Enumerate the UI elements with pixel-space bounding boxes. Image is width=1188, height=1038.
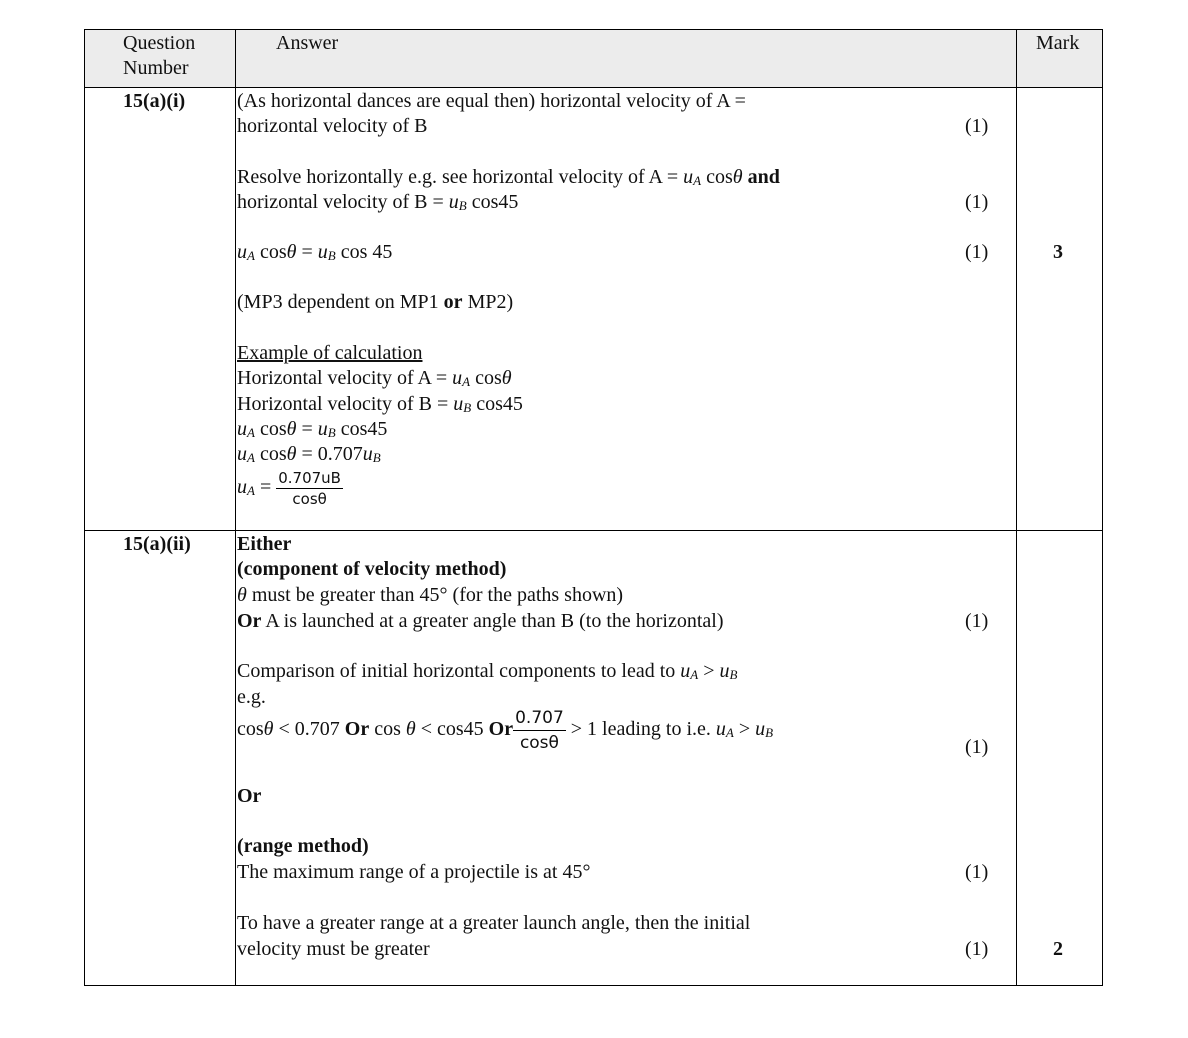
header-divider bbox=[85, 87, 1102, 88]
row2-either: Either bbox=[237, 533, 292, 555]
row1-question-number: 15(a)(i) bbox=[123, 90, 186, 112]
header-question-number bbox=[123, 31, 195, 81]
row1-line3: Resolve horizontally e.g. see horizontal velocity of $A = u_A$ cosθ and bbox=[237, 166, 780, 188]
comparison-fraction: $\frac{0.707}{\cos\theta}$ bbox=[515, 708, 564, 753]
column-divider-question bbox=[235, 30, 236, 985]
row2-r3-mark: (1) bbox=[965, 938, 989, 960]
example-line4: $u_A$ $\cos\theta = 0.707u_B$ bbox=[237, 443, 381, 465]
row2-method2-title: (range method) bbox=[237, 835, 369, 857]
row2-m1-line2: Or A is launched at a greater angle than B (to the horizontal) bbox=[237, 610, 724, 632]
column-divider-mark bbox=[1016, 30, 1017, 985]
row1-line6: (MP3 dependent on MP1 or MP2) bbox=[237, 291, 514, 313]
example-line3: $u_A$ $\cos\theta = u_B$ cos45 bbox=[237, 418, 388, 440]
header-question-line1: Question bbox=[123, 32, 196, 54]
row1-line5: $u_A$ $\cos\theta = u_B$ cos 45 bbox=[237, 241, 393, 263]
row1-line5-mark: (1) bbox=[965, 241, 989, 263]
example-title: Example of calculation bbox=[237, 342, 423, 364]
mark-scheme-table bbox=[84, 29, 1103, 986]
row2-r2: To have a greater range at a greater launch angle, then the initial bbox=[237, 912, 751, 934]
row2-m2-line1: Comparison of initial horizontal components to lead to $u_A > u_B$ bbox=[237, 660, 738, 682]
row2-m2-eg: e.g. bbox=[237, 686, 266, 708]
row2-m2-mark: (1) bbox=[965, 736, 989, 758]
row2-m1-line1: θ must be greater than 45° (for the paths shown) bbox=[237, 584, 624, 606]
row2-question-number: 15(a)(ii) bbox=[123, 533, 191, 555]
row1-mark-total: 3 bbox=[1053, 241, 1063, 263]
row2-method1-title: (component of velocity method) bbox=[237, 558, 507, 580]
row2-r1: The maximum range of a projectile is at 45° bbox=[237, 861, 591, 883]
row2-r1-mark: (1) bbox=[965, 861, 989, 883]
example-fraction: $\frac{0.707uB}{\cos\theta}$ bbox=[278, 468, 341, 508]
example-line1: Horizontal velocity of $A = u_A$ cosθ bbox=[237, 367, 512, 389]
row1-line4: horizontal velocity of $B = u_B$ cos45 bbox=[237, 191, 519, 213]
header-mark: Mark bbox=[1036, 32, 1080, 54]
row1-line4-mark: (1) bbox=[965, 191, 989, 213]
example-line5: $u_A$ = $\frac{0.707uB}{\cos\theta}$ bbox=[237, 468, 341, 508]
header-answer: Answer bbox=[276, 32, 339, 54]
row1-line2: horizontal velocity of B bbox=[237, 115, 428, 137]
header-question-line2: Number bbox=[123, 57, 189, 79]
row2-or: Or bbox=[237, 785, 262, 807]
row2-m1-mark: (1) bbox=[965, 610, 989, 632]
header-row bbox=[85, 30, 1102, 87]
example-line2: Horizontal velocity of $B = u_B$ cos45 bbox=[237, 393, 523, 415]
row1-line1: (As horizontal dances are equal then) horizontal velocity of A = bbox=[237, 90, 746, 112]
row-divider bbox=[85, 530, 1102, 531]
row1-line2-mark: (1) bbox=[965, 115, 989, 137]
row2-m2-line2: cosθ < 0.707 Or cos θ < cos45 Or $\frac{0.707}{\cos\theta}$ > 1 leading to i.e. $u_A > u_B$ bbox=[237, 708, 774, 753]
row2-r3: velocity must be greater bbox=[237, 938, 430, 960]
row2-mark-total: 2 bbox=[1053, 938, 1063, 960]
